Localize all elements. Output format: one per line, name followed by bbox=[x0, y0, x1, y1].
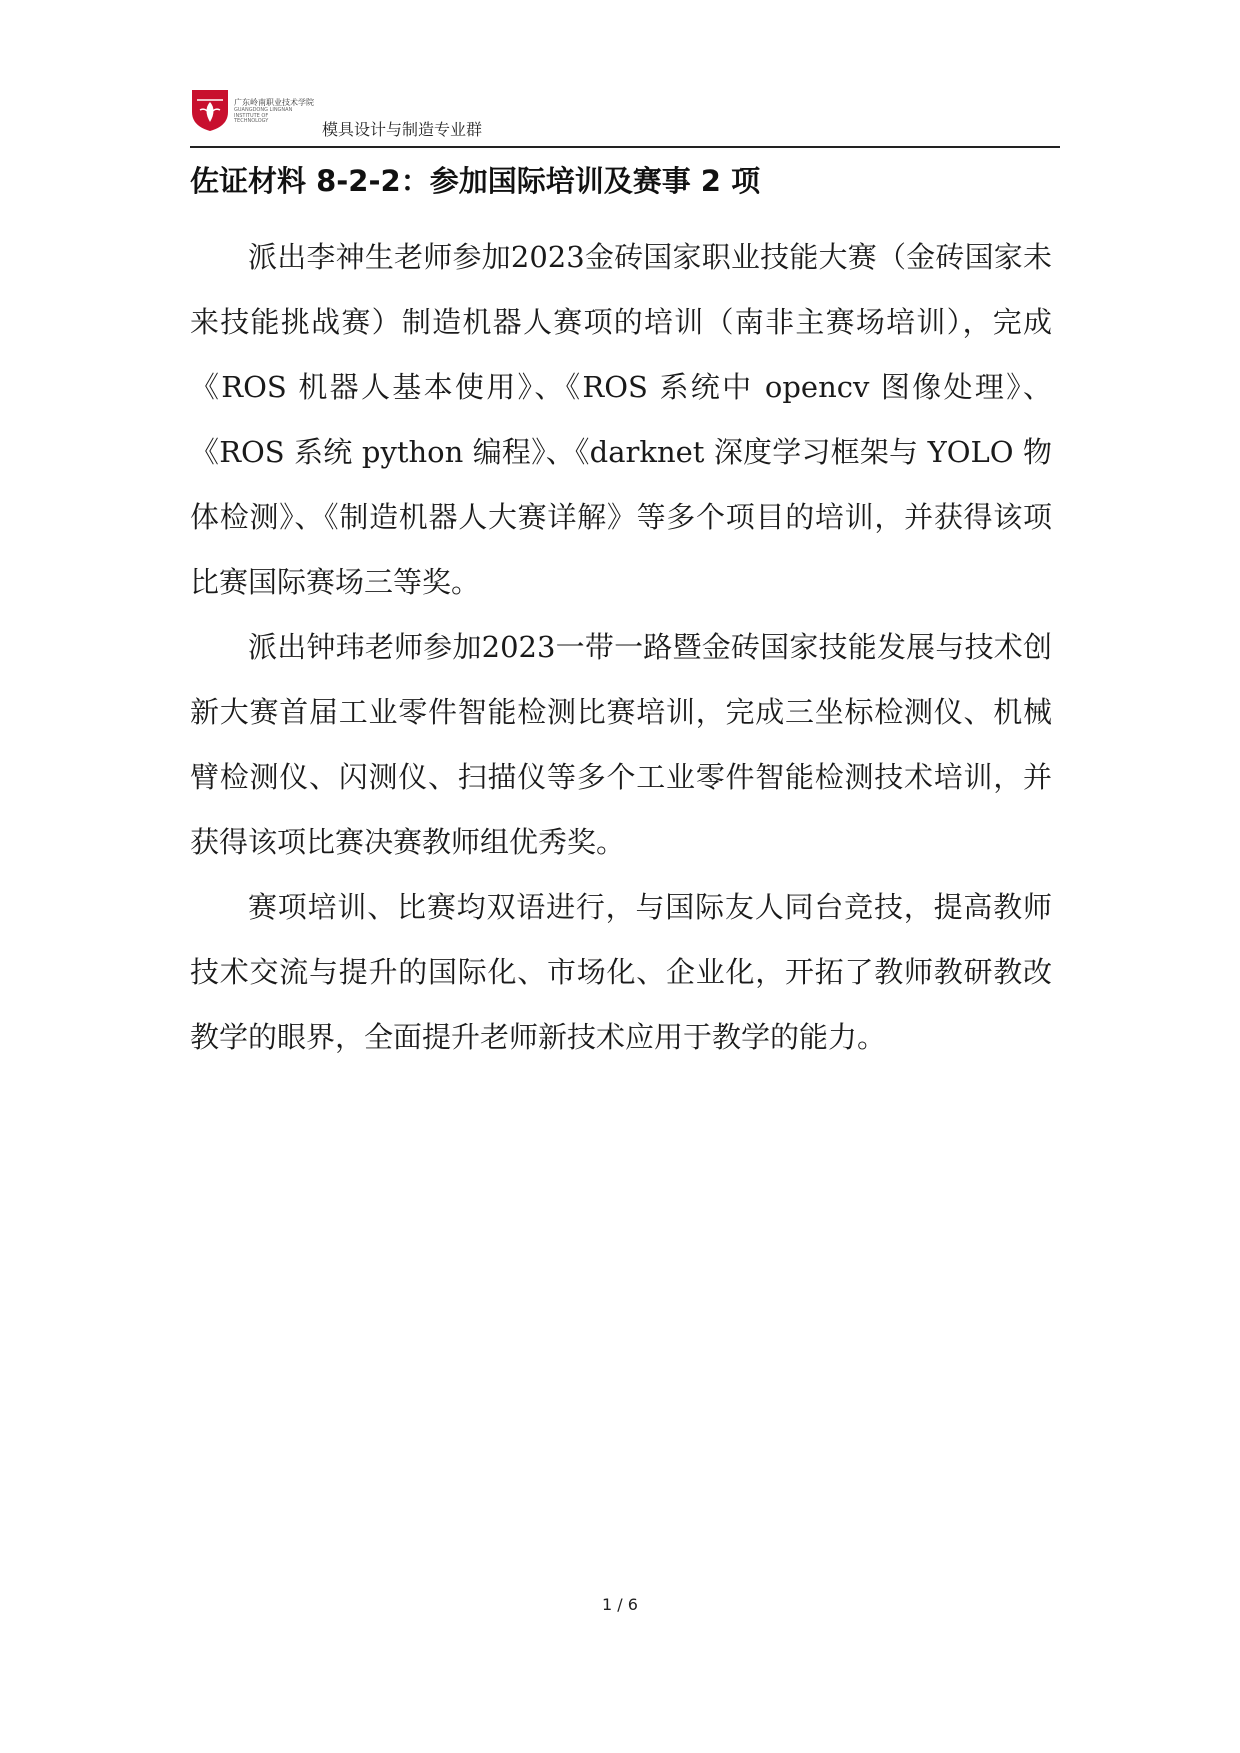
school-logo-icon bbox=[190, 88, 230, 132]
program-group-label: 模具设计与制造专业群 bbox=[322, 120, 483, 139]
school-name: 广东岭南职业技术学院 bbox=[234, 98, 314, 107]
document-title: 佐证材料 8-2-2：参加国际培训及赛事 2 项 bbox=[190, 164, 761, 198]
page-header bbox=[190, 88, 1060, 148]
paragraph-training-inspection: 派出钟玮老师参加2023一带一路暨金砖国家技能发展与技术创新大赛首届工业零件智能检测比赛培训，完成三坐标检测仪、机械臂检测仪、闪测仪、扫描仪等多个工业零件智能检测技术培训，并获得该项比赛决赛教师组优秀奖。 bbox=[190, 630, 1052, 859]
page-number: 1 / 6 bbox=[602, 1595, 638, 1614]
document-body bbox=[190, 225, 1052, 1070]
school-name-english: GUANGDONG LINGNAN INSTITUTE OF TECHNOLOGY bbox=[234, 107, 293, 124]
paragraph-summary: 赛项培训、比赛均双语进行，与国际友人同台竞技，提高教师技术交流与提升的国际化、市场化、企业化，开拓了教师教研教改教学的眼界，全面提升老师新技术应用于教学的能力。 bbox=[190, 890, 1052, 1054]
paragraph-training-ros: 派出李神生老师参加2023金砖国家职业技能大赛（金砖国家未来技能挑战赛）制造机器人赛项的培训（南非主赛场培训），完成《ROS 机器人基本使用》、《ROS 系统中 opencv 图像处理》、《ROS 系统 python 编程》、《darknet 深度学习框架与 YOLO 物体检测》、《制造机器人大赛详解》等多个项目的培训，并获得该项比赛国际赛场三等奖。 bbox=[190, 240, 1052, 599]
